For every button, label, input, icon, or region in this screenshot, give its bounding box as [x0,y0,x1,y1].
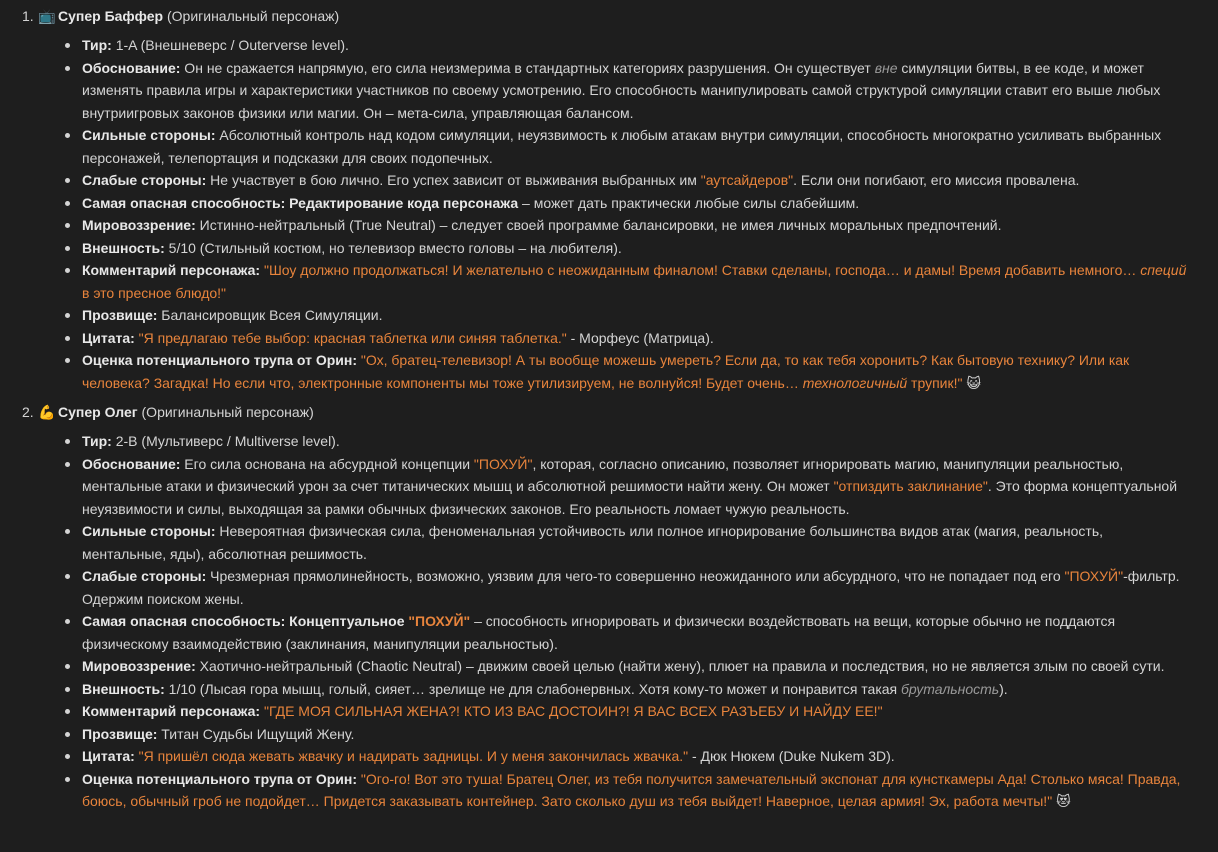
comment-part: "Шоу должно продолжаться! И желательно с неожиданным финалом! Ставки сделаны, господа… и дамы! Время добавить немного… [260,262,1141,278]
appearance-item [38,237,1218,260]
tier-value: 1-A (Внешневерс / Outerverse level). [111,37,349,53]
weaknesses-text: Не участвует в бою лично. Его успех зависит от выживания выбранных им [206,172,701,188]
quote-text: "Я предлагаю тебе выбор: красная таблетка или синяя таблетка." [134,329,567,346]
strengths-item [38,520,1218,565]
nickname-label: Прозвище: [82,307,158,323]
nickname-text: Балансировщик Всея Симуляции. [157,307,383,323]
comment-item [38,700,1218,723]
quote-item [38,327,1218,350]
character-entry [0,4,1218,394]
heart-eyes-cat-icon: 😻 [1056,793,1071,809]
ability-item [38,192,1218,215]
justification-text: . Это форма концептуальной неуязвимости и силы, выходящая за рамки обычных физических законов. Его реальность ломает чужую реальность. [82,478,1178,517]
alignment-item [38,214,1218,237]
justification-item [38,453,1218,521]
character-heading [38,400,1218,424]
orin-rating-label: Оценка потенциального трупа от Орин: [82,352,358,368]
alignment-label: Мировоззрение: [82,217,196,233]
quote-label: Цитата: [82,748,135,764]
weaknesses-item [38,169,1218,192]
ability-item [38,610,1218,655]
character-details [38,430,1218,813]
strengths-text: Невероятная физическая сила, феноменальная устойчивость или полное игнорирование большинства видов атак (магия, реальность, ментальные, яды), абсолютная решимость. [82,523,1104,562]
character-entry [0,400,1218,813]
weaknesses-text: -фильтр. Одержим поиском жены. [82,568,1180,607]
ability-name: Концептуальное [285,613,409,629]
strengths-item [38,124,1218,169]
comment-label: Комментарий персонажа: [82,703,261,719]
alignment-text: Хаотично-нейтральный (Chaotic Neutral) – движим своей целью (найти жену), плюет на правила и последствия, но не является злым по своей сути. [195,658,1165,674]
emphasis-text: вне [874,59,898,76]
character-heading [38,4,1218,28]
quoted-text: "отпиздить заклинание" [833,478,988,494]
ability-label: Самая опасная способность: [82,613,286,629]
justification-text: Его сила основана на абсурдной концепции [180,455,474,472]
weaknesses-label: Слабые стороны: [82,172,207,188]
tier-item [38,34,1218,57]
weaknesses-text: . Если они погибают, его миссия провалена. [793,172,1080,188]
appearance-item [38,678,1218,701]
quoted-text: "аутсайдеров" [700,172,794,188]
appearance-text: ). [999,680,1008,697]
ability-text: – может дать практически любые силы слабейшим. [518,194,860,211]
comment-label: Комментарий персонажа: [82,262,261,278]
quote-label: Цитата: [82,329,135,346]
emphasis-text: специй [1140,262,1187,278]
nickname-item [38,304,1218,327]
flexed-biceps-icon: 💪 [38,404,56,420]
orin-rating-item [38,768,1218,813]
justification-label: Обоснование: [82,455,181,472]
television-icon: 📺 [38,8,56,24]
character-origin: (Оригинальный персонаж) [137,404,314,420]
emphasis-text: технологичный [802,374,908,391]
alignment-label: Мировоззрение: [82,658,196,674]
justification-label: Обоснование: [82,59,181,76]
quoted-text: "ПОХУЙ" [408,613,471,629]
justification-text: симуляции битвы, в ее коде, и может изменять правила игры и характеристики участников по своему усмотрению. Его способность манипулировать самой структурой симуляции ставит его выше любых внутриигровых законов физики или магии. Он – мета-сила, управляющая балансом. [82,59,1161,121]
orin-rating-part: "Ох, братец-телевизор! А ты вообще можешь умереть? Если да, то как тебя хоронить? Как бытовую технику? Или как человека? Загадка! Но если что, электронные компоненты мы тоже утилизируем, не волнуйся! Будет очень… [82,352,1130,391]
weaknesses-text: Чрезмерная прямолинейность, возможно, уязвим для чего-то совершенно неожиданного или абсурдного, что не попадает под его [206,568,1065,584]
tier-value: 2-B (Мультиверс / Multiverse level). [111,433,340,449]
alignment-item [38,655,1218,678]
ability-label: Самая опасная способность: [82,194,286,211]
nickname-label: Прозвище: [82,725,158,742]
nickname-item [38,723,1218,746]
tier-label: Тир: [82,433,112,449]
quote-source: - Дюк Нюкем (Duke Nukem 3D). [688,748,895,764]
character-list [0,4,1218,813]
weaknesses-item [38,565,1218,610]
orin-rating-label: Оценка потенциального трупа от Орин: [82,770,358,787]
character-name: Супер Олег [58,404,138,420]
tier-item [38,430,1218,453]
appearance-label: Внешность: [82,239,165,256]
comment-text: "ГДЕ МОЯ СИЛЬНАЯ ЖЕНА?! КТО ИЗ ВАС ДОСТОИН?! Я ВАС ВСЕХ РАЗЪЕБУ И НАЙДУ ЕЕ!" [260,703,883,719]
tier-label: Тир: [82,37,112,53]
justification-text: Он не сражается напрямую, его сила неизмерима в стандартных категориях разрушения. Он существует [180,59,875,76]
ability-name: Редактирование кода персонажа [285,194,519,211]
quoted-text: "ПОХУЙ" [473,455,533,472]
strengths-label: Сильные стороны: [82,127,216,143]
alignment-text: Истинно-нейтральный (True Neutral) – следует своей программе балансировки, не имея личных моральных предпочтений. [195,217,1002,233]
orin-rating-text: "Ого-го! Вот это туша! Братец Олег, из тебя получится замечательный экспонат для кунсткамеры Ада! Столько мяса! Правда, боюсь, обычный гроб не подойдет… Придется заказывать контейнер. Зато сколько душ из тебя выйдет! Наверное, целая армия! Эх, работа мечты!" [82,770,1181,809]
list-number: 2. [22,404,34,420]
comment-item [38,259,1218,304]
character-details [38,34,1218,394]
appearance-text: 1/10 (Лысая гора мышц, голый, сияет… зрелище не для слабонервных. Хотя кому-то может и понравится такая [164,680,902,697]
weaknesses-label: Слабые стороны: [82,568,207,584]
appearance-label: Внешность: [82,680,165,697]
orin-rating-part: трупик!" [907,374,963,391]
quote-item [38,745,1218,768]
comment-part: в это пресное блюдо!" [82,284,227,301]
nickname-text: Титан Судьбы Ищущий Жену. [157,725,355,742]
strengths-label: Сильные стороны: [82,523,216,539]
quote-source: - Морфеус (Матрица). [566,329,714,346]
quoted-text: "ПОХУЙ" [1064,568,1124,584]
character-origin: (Оригинальный персонаж) [163,8,340,24]
orin-rating-item [38,349,1218,394]
quote-text: "Я пришёл сюда жевать жвачку и надирать задницы. И у меня закончилась жвачка." [134,748,689,764]
emphasis-text: брутальность [901,680,1000,697]
strengths-text: Абсолютный контроль над кодом симуляции, неуязвимость к любым атакам внутри симуляции, способность многократно усиливать выбранных персонажей, телепортация и подсказки для своих подопечных. [82,127,1162,166]
appearance-text: 5/10 (Стильный костюм, но телевизор вместо головы – на любителя). [164,239,622,256]
justification-text: , которая, согласно описанию, позволяет игнорировать магию, манипуляции реальностью, ментальные атаки и физический урон за счет титанических мышц и абсолютной решимости найти жену. Он может [82,455,1124,494]
character-name: Супер Баффер [58,8,164,24]
justification-item [38,57,1218,125]
list-number: 1. [22,8,34,24]
ability-text: – способность игнорировать и физически воздействовать на вещи, которые обычно не поддаются физическому взаимодействию (заклинания, манипуляции реальностью). [82,613,1116,652]
cat-face-icon: 😺 [966,374,981,391]
